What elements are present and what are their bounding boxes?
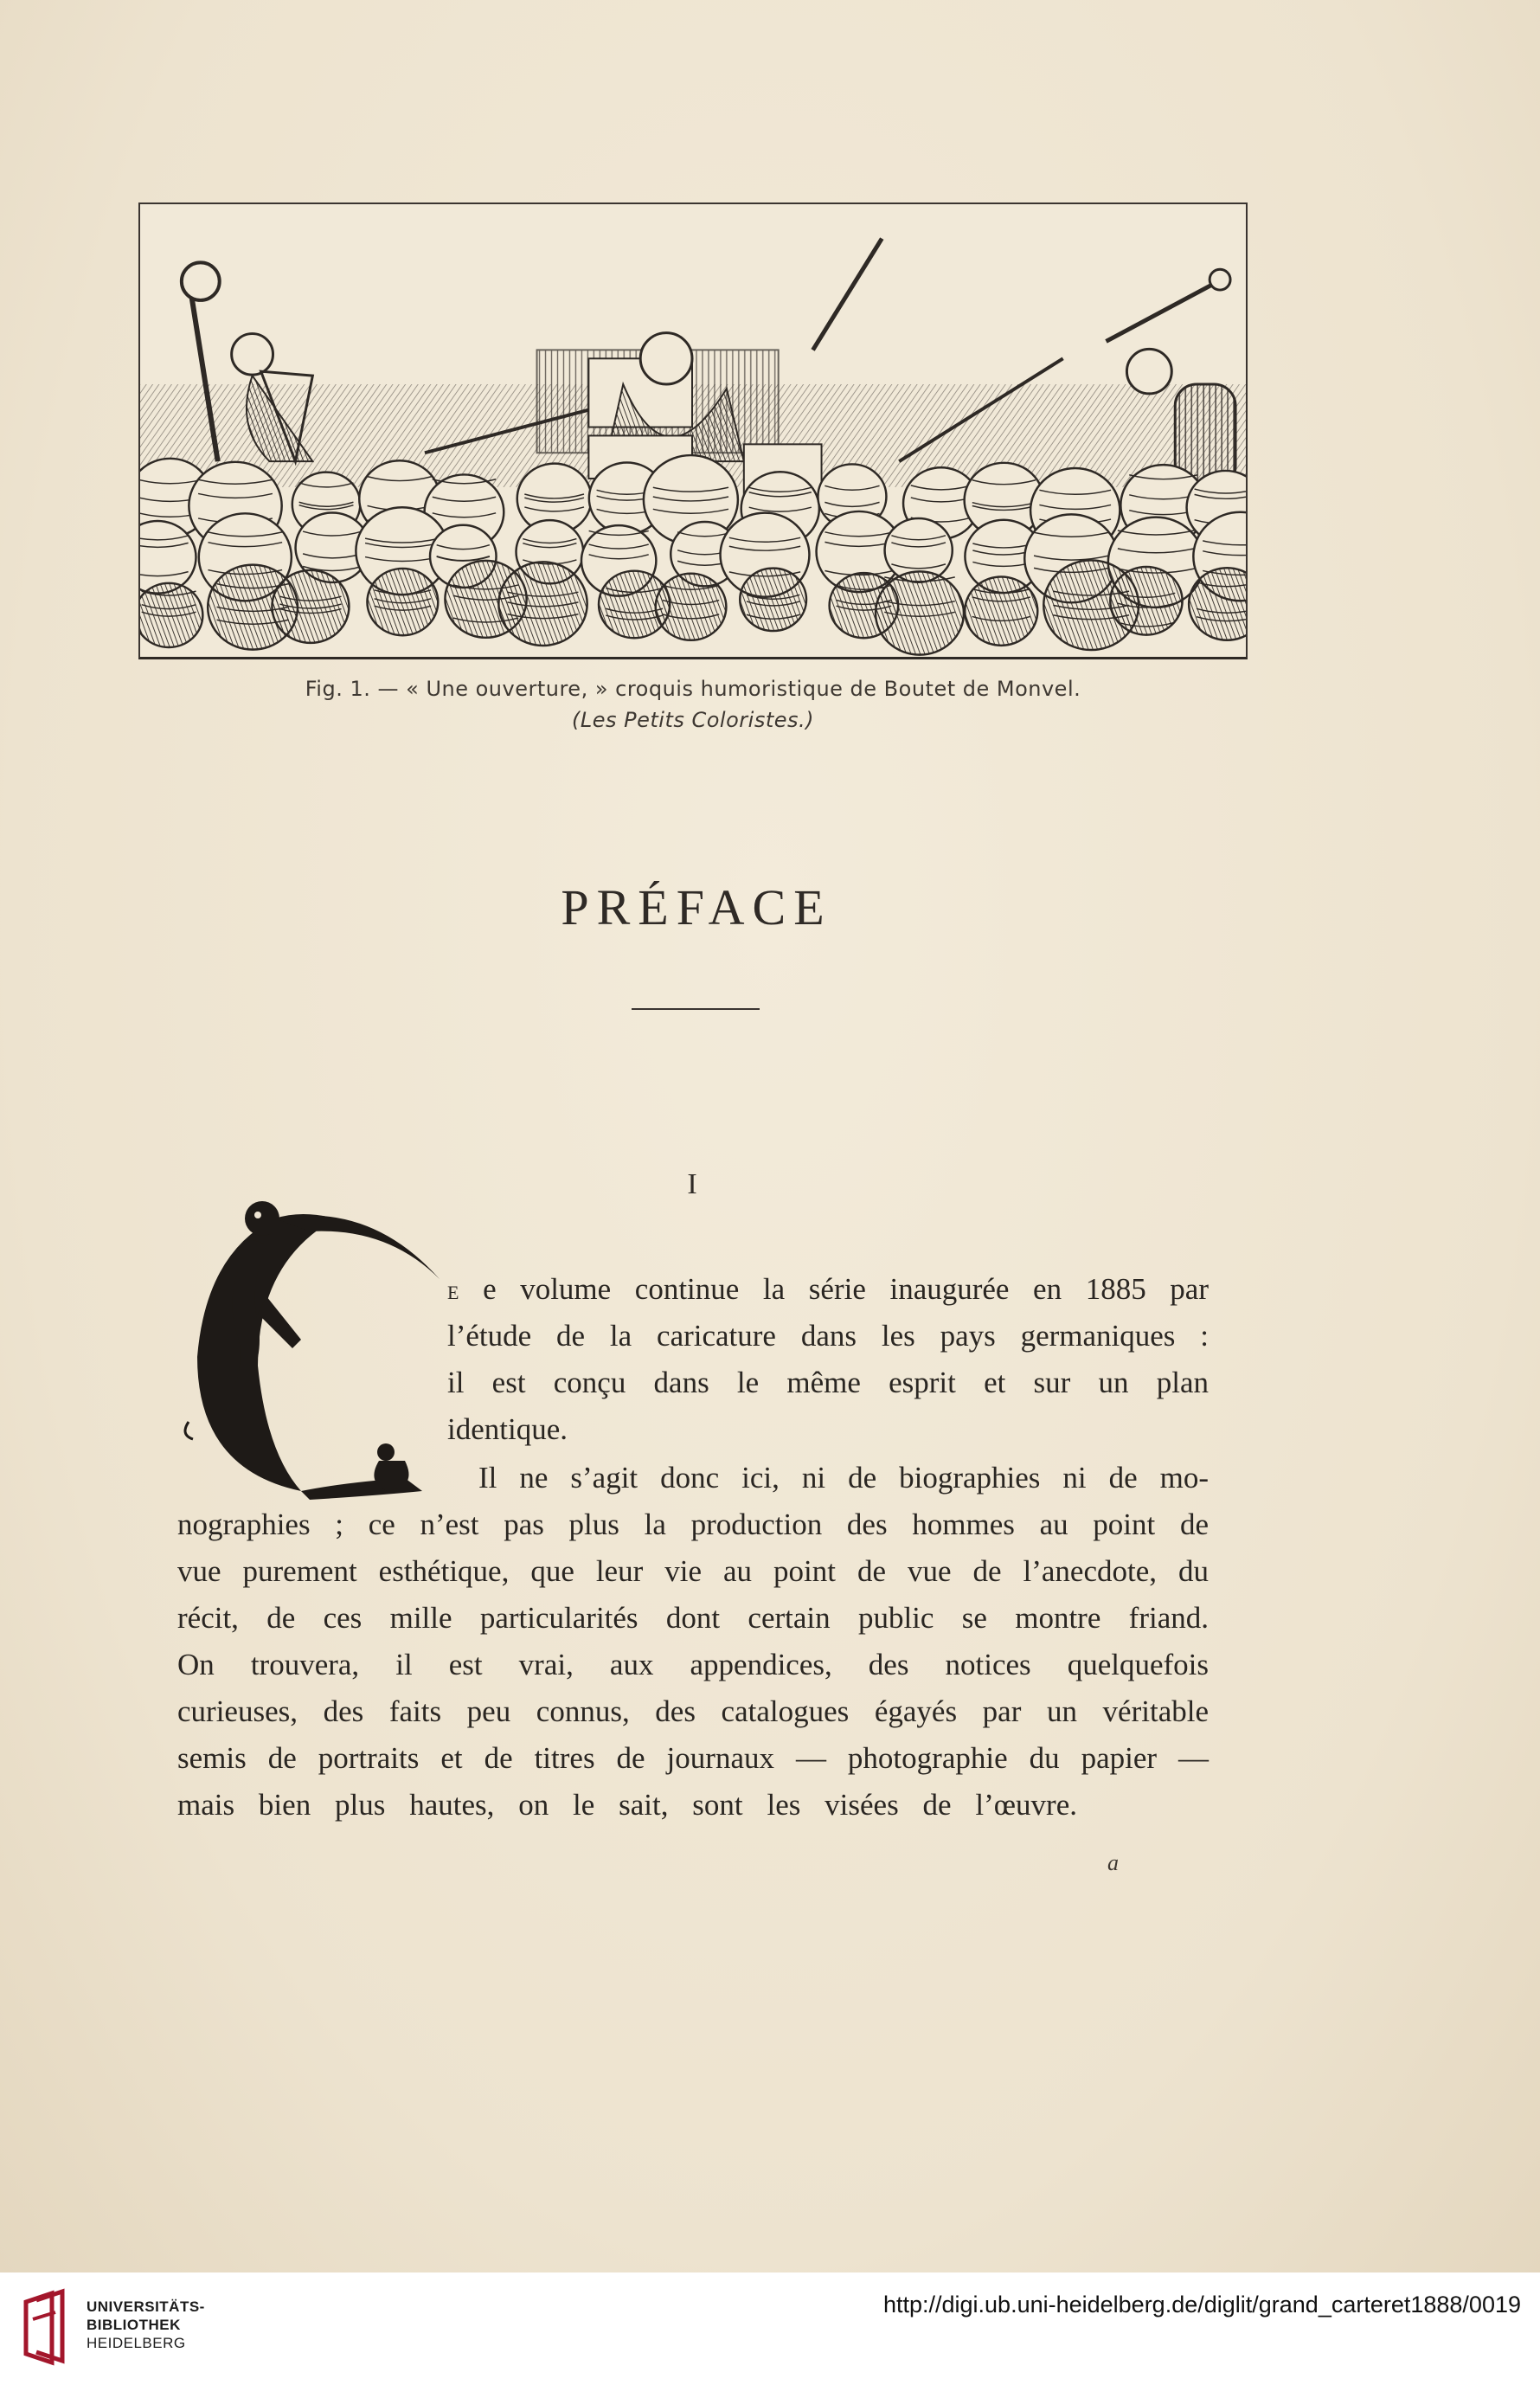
page-title: PRÉFACE [561, 879, 832, 935]
body-line-11: semis de portraits et de titres de journaux — photographie du papier — [177, 1741, 1209, 1775]
body-line-12: mais bien plus hautes, on le sait, sont les visées de l’œuvre. [177, 1788, 1077, 1822]
section-number: I [687, 1168, 697, 1200]
wig-head [367, 569, 438, 635]
library-name-line2: BIBLIOTHEK [87, 2317, 181, 2333]
body-line-1: E e volume continue la série inaugurée en 1885 par [447, 1272, 1209, 1306]
library-name-line1: UNIVERSITÄTS- [87, 2298, 205, 2315]
body-text: e volume continue la série inaugurée en 1885 par [483, 1272, 1209, 1306]
body-line-4: identique. [447, 1412, 568, 1446]
permalink-url[interactable]: http://digi.ub.uni-heidelberg.de/diglit/grand_carteret1888/0019 [882, 2292, 1521, 2318]
university-library-logo [17, 2285, 73, 2371]
title-rule [632, 1008, 760, 1010]
body-line-6: nographies ; ce n’est pas plus la production des hommes au point de [177, 1508, 1209, 1541]
body-line-5: Il ne s’agit donc ici, ni de biographies ni de mo- [478, 1461, 1209, 1495]
body-line-9: On trouvera, il est vrai, aux appendices, des notices quelquefois [177, 1648, 1209, 1681]
body-line-10: curieuses, des faits peu connus, des catalogues égayés par un véritable [177, 1694, 1209, 1728]
wig-head [965, 576, 1037, 645]
body-line-7: vue purement esthétique, que leur vie au point de vue de l’anecdote, du [177, 1554, 1209, 1588]
body-line-2: l’étude de la caricature dans les pays germaniques : [447, 1319, 1209, 1353]
page-folio: a [1107, 1850, 1119, 1875]
library-name-line3: HEIDELBERG [87, 2335, 186, 2351]
ornamental-initial-c [171, 1192, 457, 1513]
figure-caption: Fig. 1. — « Une ouverture, » croquis humoristique de Boutet de Monvel. [305, 677, 1081, 701]
orchestra-illustration [138, 202, 1248, 659]
wig-head [1110, 567, 1182, 635]
viewer-footer [0, 2272, 1540, 2385]
body-line-3: il est conçu dans le même esprit et sur un plan [447, 1366, 1209, 1399]
figure-caption-source: (Les Petits Coloristes.) [572, 708, 814, 732]
body-line-8: récit, de ces mille particularités dont certain public se montre friand. [177, 1601, 1209, 1635]
wig-head [656, 574, 727, 640]
wig-head [272, 570, 349, 643]
